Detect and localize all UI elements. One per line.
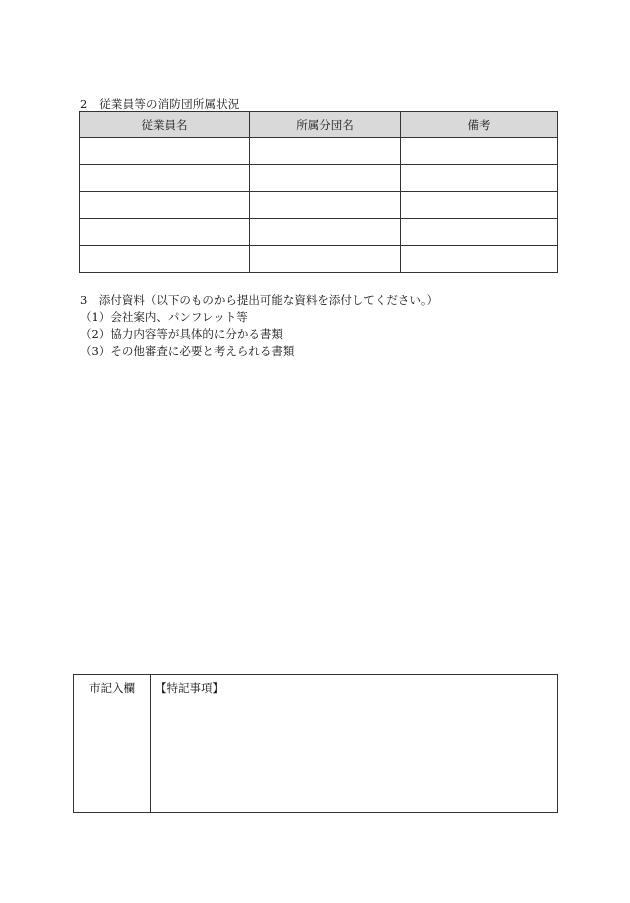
brigade-unit-cell[interactable] [250,138,401,165]
remarks-cell[interactable] [401,138,558,165]
attachments-section [80,292,438,360]
employee-name-cell[interactable] [80,219,250,246]
column-header-brigade-unit: 所属分団名 [250,112,401,138]
remarks-cell[interactable] [401,219,558,246]
attachment-item-company-profile: （1）会社案内、パンフレット等 [80,310,248,324]
section-2-title: 2 従業員等の消防団所属状況 [80,97,240,111]
brigade-unit-cell[interactable] [250,219,401,246]
employee-name-cell[interactable] [80,165,250,192]
table-row [80,246,558,273]
special-notes-heading: 【特記事項】 [155,681,224,695]
brigade-unit-cell[interactable] [250,192,401,219]
city-use-label: 市記入欄 [74,675,151,812]
employee-name-cell[interactable] [80,192,250,219]
column-header-remarks: 備考 [401,112,558,138]
remarks-cell[interactable] [401,246,558,273]
brigade-unit-cell[interactable] [250,246,401,273]
attachment-item-other-documents: （3）その他審査に必要と考えられる書類 [80,344,295,358]
remarks-cell[interactable] [401,192,558,219]
fire-brigade-roster-table [79,111,558,273]
employee-name-cell[interactable] [80,138,250,165]
remarks-cell[interactable] [401,165,558,192]
table-row [80,165,558,192]
city-use-box [73,674,558,813]
brigade-unit-cell[interactable] [250,165,401,192]
employee-name-cell[interactable] [80,246,250,273]
section-3-title: 3 添付資料（以下のものから提出可能な資料を添付してください。） [80,293,439,307]
table-row [80,219,558,246]
table-header-row [80,112,558,138]
attachment-item-cooperation-documents: （2）協力内容等が具体的に分かる書類 [80,327,283,341]
table-row [80,192,558,219]
table-row [80,138,558,165]
column-header-employee-name: 従業員名 [80,112,250,138]
